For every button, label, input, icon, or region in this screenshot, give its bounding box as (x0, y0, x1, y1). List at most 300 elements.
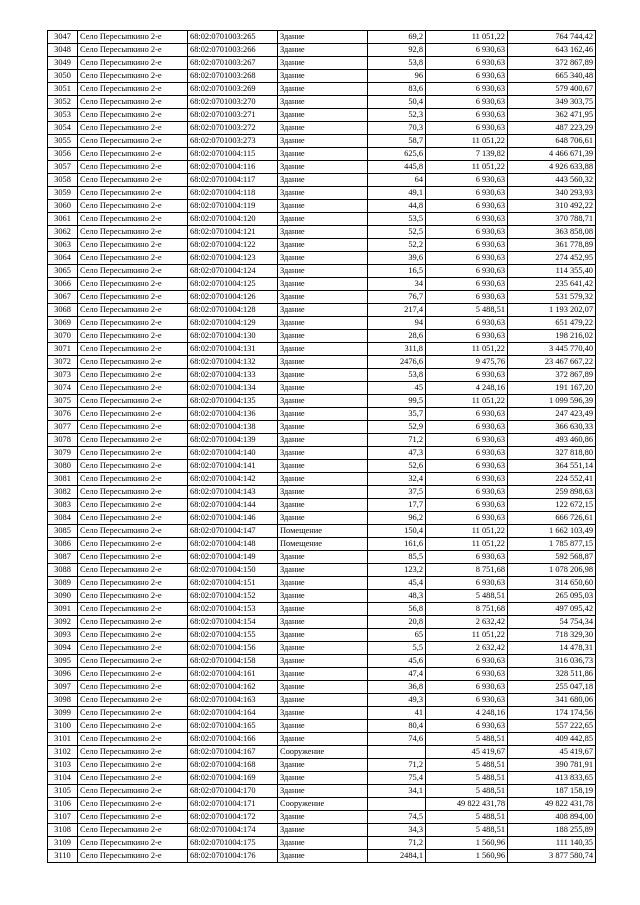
settlement-name-cell: Село Пересыпкино 2-е (78, 278, 188, 291)
object-type-cell: Сооружение (278, 746, 368, 759)
row-number-cell: 3079 (48, 447, 78, 460)
settlement-name-cell: Село Пересыпкино 2-е (78, 304, 188, 317)
cadastral-value-cell: 648 706,61 (508, 135, 596, 148)
row-number-cell: 3058 (48, 174, 78, 187)
cadastral-value-cell: 1 662 103,49 (508, 525, 596, 538)
settlement-name-cell: Село Пересыпкино 2-е (78, 187, 188, 200)
object-type-cell: Здание (278, 668, 368, 681)
unit-value-cell: 5 488,51 (426, 304, 508, 317)
cadastral-number-cell: 68:02:0701004:149 (188, 551, 278, 564)
object-type-cell: Здание (278, 447, 368, 460)
unit-value-cell: 6 930,63 (426, 265, 508, 278)
row-number-cell: 3065 (48, 265, 78, 278)
settlement-name-cell: Село Пересыпкино 2-е (78, 733, 188, 746)
area-cell: 34 (368, 278, 426, 291)
object-type-cell: Здание (278, 629, 368, 642)
settlement-name-cell: Село Пересыпкино 2-е (78, 31, 188, 44)
row-number-cell: 3052 (48, 96, 78, 109)
area-cell: 69,2 (368, 31, 426, 44)
unit-value-cell: 6 930,63 (426, 291, 508, 304)
unit-value-cell: 4 248,16 (426, 707, 508, 720)
unit-value-cell: 6 930,63 (426, 694, 508, 707)
table-row (48, 668, 596, 681)
table-row (48, 252, 596, 265)
settlement-name-cell: Село Пересыпкино 2-е (78, 343, 188, 356)
area-cell: 53,8 (368, 57, 426, 70)
cadastral-value-cell: 366 630,33 (508, 421, 596, 434)
row-number-cell: 3067 (48, 291, 78, 304)
unit-value-cell: 6 930,63 (426, 278, 508, 291)
cadastral-number-cell: 68:02:0701004:155 (188, 629, 278, 642)
cadastral-number-cell: 68:02:0701004:122 (188, 239, 278, 252)
cadastral-value-cell: 370 788,71 (508, 213, 596, 226)
settlement-name-cell: Село Пересыпкино 2-е (78, 57, 188, 70)
object-type-cell: Здание (278, 343, 368, 356)
cadastral-value-cell: 651 479,22 (508, 317, 596, 330)
table-row (48, 512, 596, 525)
cadastral-number-cell: 68:02:0701004:142 (188, 473, 278, 486)
area-cell: 48,3 (368, 590, 426, 603)
table-row (48, 785, 596, 798)
cadastral-number-cell: 68:02:0701004:116 (188, 161, 278, 174)
cadastral-value-cell: 188 255,89 (508, 824, 596, 837)
row-number-cell: 3061 (48, 213, 78, 226)
area-cell: 64 (368, 174, 426, 187)
cadastral-number-cell: 68:02:0701004:175 (188, 837, 278, 850)
cadastral-value-cell: 497 095,42 (508, 603, 596, 616)
row-number-cell: 3074 (48, 382, 78, 395)
cadastral-value-cell: 310 492,22 (508, 200, 596, 213)
row-number-cell: 3055 (48, 135, 78, 148)
cadastral-value-table (47, 30, 596, 863)
row-number-cell: 3054 (48, 122, 78, 135)
settlement-name-cell: Село Пересыпкино 2-е (78, 525, 188, 538)
row-number-cell: 3085 (48, 525, 78, 538)
settlement-name-cell: Село Пересыпкино 2-е (78, 850, 188, 863)
object-type-cell: Помещение (278, 538, 368, 551)
settlement-name-cell: Село Пересыпкино 2-е (78, 473, 188, 486)
cadastral-value-cell: 1 193 202,07 (508, 304, 596, 317)
object-type-cell: Здание (278, 720, 368, 733)
area-cell: 85,5 (368, 551, 426, 564)
cadastral-value-cell: 557 222,65 (508, 720, 596, 733)
area-cell: 36,8 (368, 681, 426, 694)
table-row (48, 421, 596, 434)
cadastral-value-cell: 198 216,02 (508, 330, 596, 343)
table-row (48, 798, 596, 811)
settlement-name-cell: Село Пересыпкино 2-е (78, 564, 188, 577)
settlement-name-cell: Село Пересыпкино 2-е (78, 135, 188, 148)
table-row (48, 174, 596, 187)
unit-value-cell: 11 051,22 (426, 161, 508, 174)
table-row (48, 369, 596, 382)
settlement-name-cell: Село Пересыпкино 2-е (78, 811, 188, 824)
object-type-cell: Здание (278, 499, 368, 512)
table-row (48, 564, 596, 577)
area-cell: 445,8 (368, 161, 426, 174)
cadastral-number-cell: 68:02:0701004:168 (188, 759, 278, 772)
area-cell: 58,7 (368, 135, 426, 148)
unit-value-cell: 6 930,63 (426, 499, 508, 512)
cadastral-value-cell: 49 822 431,78 (508, 798, 596, 811)
cadastral-value-cell: 328 511,86 (508, 668, 596, 681)
table-row (48, 473, 596, 486)
cadastral-number-cell: 68:02:0701004:135 (188, 395, 278, 408)
object-type-cell: Здание (278, 265, 368, 278)
unit-value-cell: 5 488,51 (426, 824, 508, 837)
object-type-cell: Здание (278, 811, 368, 824)
unit-value-cell: 7 139,82 (426, 148, 508, 161)
object-type-cell: Здание (278, 291, 368, 304)
settlement-name-cell: Село Пересыпкино 2-е (78, 70, 188, 83)
row-number-cell: 3066 (48, 278, 78, 291)
row-number-cell: 3072 (48, 356, 78, 369)
table-row (48, 447, 596, 460)
row-number-cell: 3080 (48, 460, 78, 473)
settlement-name-cell: Село Пересыпкино 2-е (78, 681, 188, 694)
area-cell: 71,2 (368, 837, 426, 850)
cadastral-value-cell: 54 754,34 (508, 616, 596, 629)
area-cell: 35,7 (368, 408, 426, 421)
unit-value-cell: 6 930,63 (426, 681, 508, 694)
unit-value-cell: 6 930,63 (426, 655, 508, 668)
unit-value-cell: 6 930,63 (426, 44, 508, 57)
row-number-cell: 3108 (48, 824, 78, 837)
row-number-cell: 3101 (48, 733, 78, 746)
cadastral-number-cell: 68:02:0701004:140 (188, 447, 278, 460)
row-number-cell: 3109 (48, 837, 78, 850)
object-type-cell: Здание (278, 837, 368, 850)
area-cell: 49,3 (368, 694, 426, 707)
row-number-cell: 3083 (48, 499, 78, 512)
cadastral-value-cell: 4 466 671,39 (508, 148, 596, 161)
cadastral-number-cell: 68:02:0701003:273 (188, 135, 278, 148)
area-cell: 56,8 (368, 603, 426, 616)
area-cell: 41 (368, 707, 426, 720)
table-row (48, 720, 596, 733)
cadastral-value-cell: 408 894,00 (508, 811, 596, 824)
row-number-cell: 3090 (48, 590, 78, 603)
cadastral-number-cell: 68:02:0701004:169 (188, 772, 278, 785)
unit-value-cell: 6 930,63 (426, 239, 508, 252)
settlement-name-cell: Село Пересыпкино 2-е (78, 174, 188, 187)
area-cell: 92,8 (368, 44, 426, 57)
table-row (48, 187, 596, 200)
area-cell: 99,5 (368, 395, 426, 408)
table-row (48, 499, 596, 512)
row-number-cell: 3073 (48, 369, 78, 382)
row-number-cell: 3084 (48, 512, 78, 525)
area-cell: 50,4 (368, 96, 426, 109)
settlement-name-cell: Село Пересыпкино 2-е (78, 772, 188, 785)
cadastral-value-cell: 364 551,14 (508, 460, 596, 473)
object-type-cell: Здание (278, 226, 368, 239)
cadastral-value-cell: 122 672,15 (508, 499, 596, 512)
cadastral-value-cell: 592 568,87 (508, 551, 596, 564)
cadastral-value-cell: 4 926 633,88 (508, 161, 596, 174)
row-number-cell: 3087 (48, 551, 78, 564)
unit-value-cell: 45 419,67 (426, 746, 508, 759)
row-number-cell: 3102 (48, 746, 78, 759)
row-number-cell: 3056 (48, 148, 78, 161)
cadastral-number-cell: 68:02:0701004:144 (188, 499, 278, 512)
cadastral-value-cell: 3 445 770,40 (508, 343, 596, 356)
unit-value-cell: 6 930,63 (426, 577, 508, 590)
cadastral-value-cell: 493 460,86 (508, 434, 596, 447)
area-cell: 80,4 (368, 720, 426, 733)
settlement-name-cell: Село Пересыпкино 2-е (78, 694, 188, 707)
settlement-name-cell: Село Пересыпкино 2-е (78, 213, 188, 226)
row-number-cell: 3110 (48, 850, 78, 863)
table-row (48, 408, 596, 421)
unit-value-cell: 6 930,63 (426, 369, 508, 382)
row-number-cell: 3096 (48, 668, 78, 681)
table-row (48, 200, 596, 213)
object-type-cell: Здание (278, 109, 368, 122)
unit-value-cell: 6 930,63 (426, 109, 508, 122)
unit-value-cell: 6 930,63 (426, 213, 508, 226)
unit-value-cell: 6 930,63 (426, 96, 508, 109)
row-number-cell: 3091 (48, 603, 78, 616)
object-type-cell: Здание (278, 512, 368, 525)
cadastral-number-cell: 68:02:0701004:131 (188, 343, 278, 356)
settlement-name-cell: Село Пересыпкино 2-е (78, 83, 188, 96)
settlement-name-cell: Село Пересыпкино 2-е (78, 746, 188, 759)
cadastral-number-cell: 68:02:0701004:134 (188, 382, 278, 395)
table-row (48, 304, 596, 317)
unit-value-cell: 49 822 431,78 (426, 798, 508, 811)
table-row (48, 122, 596, 135)
unit-value-cell: 6 930,63 (426, 174, 508, 187)
cadastral-value-cell: 579 400,67 (508, 83, 596, 96)
row-number-cell: 3095 (48, 655, 78, 668)
settlement-name-cell: Село Пересыпкино 2-е (78, 837, 188, 850)
cadastral-value-cell: 45 419,67 (508, 746, 596, 759)
unit-value-cell: 6 930,63 (426, 200, 508, 213)
table-row (48, 525, 596, 538)
table-row (48, 148, 596, 161)
object-type-cell: Здание (278, 369, 368, 382)
unit-value-cell: 6 930,63 (426, 330, 508, 343)
settlement-name-cell: Село Пересыпкино 2-е (78, 499, 188, 512)
table-row (48, 538, 596, 551)
area-cell: 52,3 (368, 109, 426, 122)
unit-value-cell: 6 930,63 (426, 720, 508, 733)
object-type-cell: Здание (278, 460, 368, 473)
cadastral-number-cell: 68:02:0701004:153 (188, 603, 278, 616)
unit-value-cell: 11 051,22 (426, 395, 508, 408)
area-cell: 96,2 (368, 512, 426, 525)
row-number-cell: 3057 (48, 161, 78, 174)
object-type-cell: Здание (278, 421, 368, 434)
table-row (48, 681, 596, 694)
object-type-cell: Здание (278, 616, 368, 629)
object-type-cell: Здание (278, 824, 368, 837)
settlement-name-cell: Село Пересыпкино 2-е (78, 122, 188, 135)
table-row (48, 96, 596, 109)
settlement-name-cell: Село Пересыпкино 2-е (78, 330, 188, 343)
area-cell: 44,8 (368, 200, 426, 213)
area-cell: 52,6 (368, 460, 426, 473)
table-row (48, 603, 596, 616)
settlement-name-cell: Село Пересыпкино 2-е (78, 668, 188, 681)
unit-value-cell: 6 930,63 (426, 421, 508, 434)
object-type-cell: Здание (278, 213, 368, 226)
cadastral-value-cell: 247 423,49 (508, 408, 596, 421)
object-type-cell: Здание (278, 83, 368, 96)
row-number-cell: 3049 (48, 57, 78, 70)
unit-value-cell: 6 930,63 (426, 473, 508, 486)
area-cell: 70,3 (368, 122, 426, 135)
cadastral-number-cell: 68:02:0701004:164 (188, 707, 278, 720)
row-number-cell: 3051 (48, 83, 78, 96)
object-type-cell: Здание (278, 642, 368, 655)
cadastral-number-cell: 68:02:0701004:147 (188, 525, 278, 538)
unit-value-cell: 11 051,22 (426, 525, 508, 538)
area-cell: 83,6 (368, 83, 426, 96)
object-type-cell: Здание (278, 759, 368, 772)
unit-value-cell: 5 488,51 (426, 733, 508, 746)
cadastral-number-cell: 68:02:0701004:138 (188, 421, 278, 434)
cadastral-number-cell: 68:02:0701004:176 (188, 850, 278, 863)
cadastral-value-cell: 665 340,48 (508, 70, 596, 83)
cadastral-number-cell: 68:02:0701004:130 (188, 330, 278, 343)
area-cell: 2484,1 (368, 850, 426, 863)
object-type-cell: Здание (278, 317, 368, 330)
unit-value-cell: 1 560,96 (426, 850, 508, 863)
cadastral-number-cell: 68:02:0701004:158 (188, 655, 278, 668)
cadastral-value-cell: 23 467 667,22 (508, 356, 596, 369)
unit-value-cell: 8 751,68 (426, 603, 508, 616)
area-cell: 217,4 (368, 304, 426, 317)
row-number-cell: 3075 (48, 395, 78, 408)
row-number-cell: 3063 (48, 239, 78, 252)
object-type-cell: Здание (278, 785, 368, 798)
cadastral-value-cell: 14 478,31 (508, 642, 596, 655)
cadastral-number-cell: 68:02:0701004:171 (188, 798, 278, 811)
cadastral-number-cell: 68:02:0701004:143 (188, 486, 278, 499)
unit-value-cell: 5 488,51 (426, 785, 508, 798)
cadastral-value-cell: 274 452,95 (508, 252, 596, 265)
unit-value-cell: 9 475,76 (426, 356, 508, 369)
object-type-cell: Здание (278, 772, 368, 785)
cadastral-number-cell: 68:02:0701004:174 (188, 824, 278, 837)
table-row (48, 642, 596, 655)
cadastral-number-cell: 68:02:0701004:120 (188, 213, 278, 226)
object-type-cell: Здание (278, 707, 368, 720)
cadastral-number-cell: 68:02:0701004:165 (188, 720, 278, 733)
table-row (48, 109, 596, 122)
cadastral-value-cell: 174 174,56 (508, 707, 596, 720)
area-cell: 52,9 (368, 421, 426, 434)
table-row (48, 382, 596, 395)
object-type-cell: Здание (278, 733, 368, 746)
cadastral-number-cell: 68:02:0701004:152 (188, 590, 278, 603)
area-cell: 49,1 (368, 187, 426, 200)
table-row (48, 239, 596, 252)
unit-value-cell: 6 930,63 (426, 668, 508, 681)
row-number-cell: 3088 (48, 564, 78, 577)
unit-value-cell: 6 930,63 (426, 486, 508, 499)
unit-value-cell: 11 051,22 (426, 135, 508, 148)
settlement-name-cell: Село Пересыпкино 2-е (78, 239, 188, 252)
unit-value-cell: 4 248,16 (426, 382, 508, 395)
cadastral-value-cell: 390 781,91 (508, 759, 596, 772)
row-number-cell: 3100 (48, 720, 78, 733)
row-number-cell: 3082 (48, 486, 78, 499)
cadastral-value-cell: 259 898,63 (508, 486, 596, 499)
settlement-name-cell: Село Пересыпкино 2-е (78, 200, 188, 213)
object-type-cell: Здание (278, 655, 368, 668)
table-row (48, 57, 596, 70)
settlement-name-cell: Село Пересыпкино 2-е (78, 395, 188, 408)
unit-value-cell: 6 930,63 (426, 57, 508, 70)
cadastral-number-cell: 68:02:0701004:156 (188, 642, 278, 655)
cadastral-number-cell: 68:02:0701003:269 (188, 83, 278, 96)
object-type-cell: Здание (278, 330, 368, 343)
cadastral-number-cell: 68:02:0701004:119 (188, 200, 278, 213)
settlement-name-cell: Село Пересыпкино 2-е (78, 447, 188, 460)
area-cell: 161,6 (368, 538, 426, 551)
area-cell: 16,5 (368, 265, 426, 278)
row-number-cell: 3047 (48, 31, 78, 44)
cadastral-number-cell: 68:02:0701003:265 (188, 31, 278, 44)
settlement-name-cell: Село Пересыпкино 2-е (78, 616, 188, 629)
area-cell: 5,5 (368, 642, 426, 655)
cadastral-number-cell: 68:02:0701004:128 (188, 304, 278, 317)
table-row (48, 317, 596, 330)
cadastral-number-cell: 68:02:0701004:162 (188, 681, 278, 694)
cadastral-value-cell: 187 158,19 (508, 785, 596, 798)
area-cell (368, 746, 426, 759)
object-type-cell: Здание (278, 304, 368, 317)
area-cell: 47,4 (368, 668, 426, 681)
cadastral-number-cell: 68:02:0701004:146 (188, 512, 278, 525)
area-cell: 47,3 (368, 447, 426, 460)
table-row (48, 824, 596, 837)
cadastral-value-cell: 443 560,32 (508, 174, 596, 187)
cadastral-value-cell: 531 579,32 (508, 291, 596, 304)
cadastral-number-cell: 68:02:0701004:117 (188, 174, 278, 187)
cadastral-number-cell: 68:02:0701004:141 (188, 460, 278, 473)
cadastral-number-cell: 68:02:0701003:268 (188, 70, 278, 83)
settlement-name-cell: Село Пересыпкино 2-е (78, 720, 188, 733)
row-number-cell: 3093 (48, 629, 78, 642)
cadastral-number-cell: 68:02:0701004:124 (188, 265, 278, 278)
cadastral-number-cell: 68:02:0701004:126 (188, 291, 278, 304)
cadastral-number-cell: 68:02:0701003:266 (188, 44, 278, 57)
settlement-name-cell: Село Пересыпкино 2-е (78, 629, 188, 642)
settlement-name-cell: Село Пересыпкино 2-е (78, 434, 188, 447)
row-number-cell: 3068 (48, 304, 78, 317)
cadastral-number-cell: 68:02:0701004:154 (188, 616, 278, 629)
settlement-name-cell: Село Пересыпкино 2-е (78, 590, 188, 603)
table-row (48, 655, 596, 668)
settlement-name-cell: Село Пересыпкино 2-е (78, 291, 188, 304)
row-number-cell: 3099 (48, 707, 78, 720)
object-type-cell: Здание (278, 174, 368, 187)
settlement-name-cell: Село Пересыпкино 2-е (78, 798, 188, 811)
table-row (48, 213, 596, 226)
unit-value-cell: 6 930,63 (426, 252, 508, 265)
row-number-cell: 3089 (48, 577, 78, 590)
unit-value-cell: 6 930,63 (426, 408, 508, 421)
object-type-cell: Здание (278, 252, 368, 265)
unit-value-cell: 1 560,96 (426, 837, 508, 850)
cadastral-value-cell: 764 744,42 (508, 31, 596, 44)
table-row (48, 70, 596, 83)
unit-value-cell: 2 632,42 (426, 616, 508, 629)
